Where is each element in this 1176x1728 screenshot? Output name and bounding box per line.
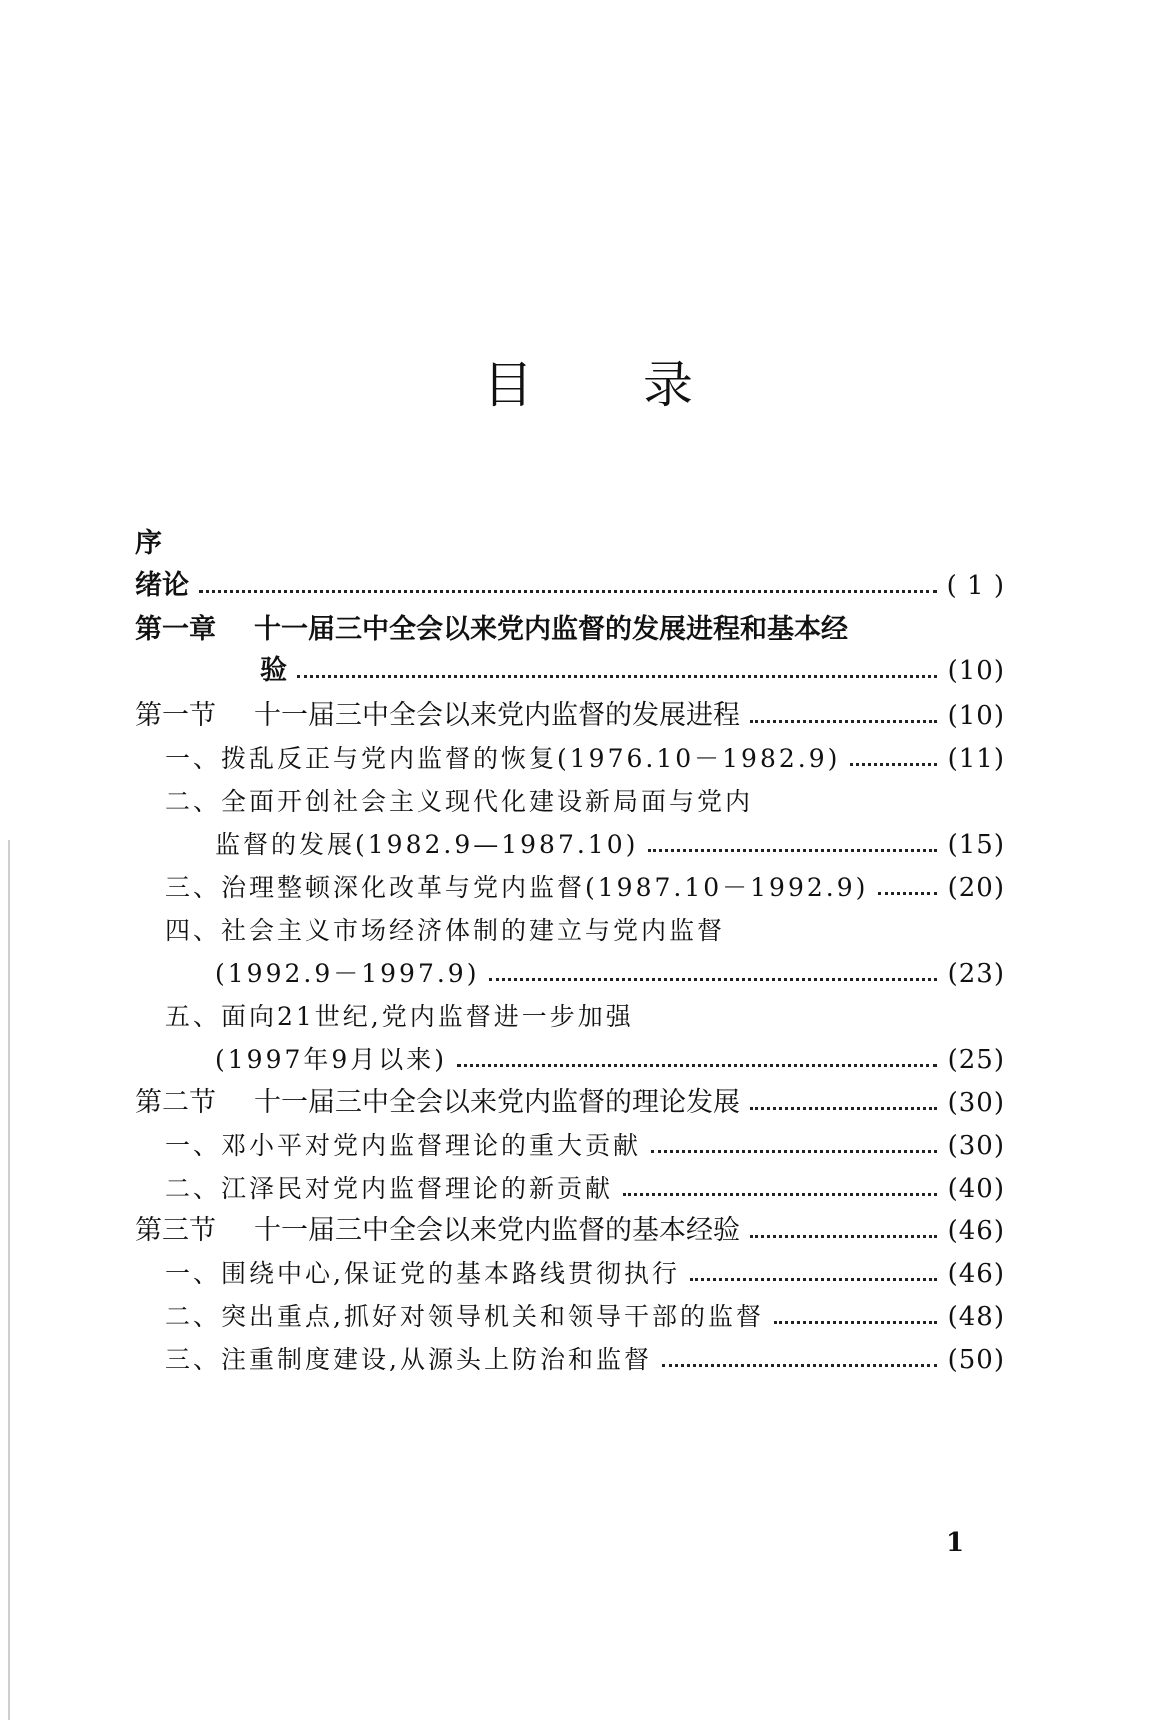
toc-entry-chapter-1[interactable] [135, 611, 1005, 649]
dot-leader [750, 720, 937, 723]
dot-leader [850, 763, 937, 766]
toc-page: (50) [947, 1345, 1005, 1375]
toc-page: (48) [947, 1302, 1005, 1332]
toc-label: 二、突出重点,抓好对领导机关和领导干部的监督 [165, 1302, 764, 1331]
toc-entry-1-4-cont[interactable] [135, 955, 1005, 993]
dot-leader [648, 849, 937, 852]
toc-label: 二、江泽民对党内监督理论的新贡献 [165, 1174, 614, 1203]
toc-section-title: 十一届三中全会以来党内监督的基本经验 [254, 1215, 740, 1246]
toc-label: 验 [260, 655, 287, 686]
toc-entry-3-3[interactable] [135, 1341, 1005, 1379]
toc-page: (30) [947, 1131, 1005, 1161]
dot-leader [457, 1064, 937, 1067]
dot-leader [690, 1278, 937, 1281]
toc-entry-1-1[interactable] [135, 740, 1005, 778]
toc-entry-1-4[interactable] [135, 912, 1005, 950]
toc-page: (15) [947, 830, 1005, 860]
toc-entry-1-5-cont[interactable] [135, 1041, 1005, 1079]
toc-entry-section-3[interactable] [135, 1212, 1005, 1250]
toc-entry-section-1[interactable] [135, 697, 1005, 735]
toc-page: ( 1 ) [946, 571, 1005, 601]
toc-label: 监督的发展(1982.9—1987.10) [215, 830, 639, 859]
toc-entry-1-5[interactable] [135, 998, 1005, 1036]
toc-label: 二、全面开创社会主义现代化建设新局面与党内 [165, 787, 754, 816]
toc-label: (1997年9月以来) [215, 1045, 448, 1074]
toc-section-number: 第一节 [135, 700, 216, 731]
toc-section-title: 十一届三中全会以来党内监督的发展进程 [254, 700, 740, 731]
scan-edge-line [8, 840, 10, 1720]
toc-label: 一、围绕中心,保证党的基本路线贯彻执行 [165, 1259, 680, 1288]
toc-page: (25) [947, 1045, 1005, 1075]
dot-leader [774, 1321, 937, 1324]
toc-entry-3-2[interactable] [135, 1298, 1005, 1336]
toc-page: (11) [947, 744, 1005, 774]
toc-page: (46) [947, 1259, 1005, 1289]
dot-leader [662, 1364, 937, 1367]
toc-entry-3-1[interactable] [135, 1255, 1005, 1293]
toc-entry-2-1[interactable] [135, 1127, 1005, 1165]
toc-label: (1992.9－1997.9) [215, 959, 480, 988]
toc-page: (30) [947, 1088, 1005, 1118]
dot-leader [297, 675, 937, 678]
toc-section-title: 十一届三中全会以来党内监督的理论发展 [254, 1087, 740, 1118]
toc-label: 绪论 [135, 570, 189, 601]
toc-section-number: 第二节 [135, 1087, 216, 1118]
toc-page: (23) [947, 959, 1005, 989]
toc-label: 一、拨乱反正与党内监督的恢复(1976.10－1982.9) [165, 744, 841, 773]
toc-label: 四、社会主义市场经济体制的建立与党内监督 [165, 916, 726, 945]
toc-entry-intro[interactable] [135, 567, 1005, 605]
toc-page: (40) [947, 1174, 1005, 1204]
toc-page: (20) [947, 873, 1005, 903]
toc-label: 序 [135, 528, 162, 559]
toc-label: 一、邓小平对党内监督理论的重大贡献 [165, 1131, 642, 1160]
dot-leader [489, 978, 937, 981]
page-number: 1 [946, 1528, 965, 1558]
toc-entry-2-2[interactable] [135, 1170, 1005, 1208]
toc-entry-preface[interactable] [135, 525, 1005, 563]
dot-leader [623, 1193, 937, 1196]
toc-label: 三、治理整顿深化改革与党内监督(1987.10－1992.9) [165, 873, 869, 902]
toc-page: (10) [947, 701, 1005, 731]
dot-leader [199, 590, 937, 593]
toc-chapter-number: 第一章 [135, 614, 216, 645]
toc-chapter-title: 十一届三中全会以来党内监督的发展进程和基本经 [254, 614, 848, 645]
toc-entry-section-2[interactable] [135, 1084, 1005, 1122]
toc-label: 五、面向21世纪,党内监督进一步加强 [165, 1002, 634, 1031]
dot-leader [878, 892, 937, 895]
dot-leader [651, 1150, 937, 1153]
toc-page: (46) [947, 1216, 1005, 1246]
toc-label: 三、注重制度建设,从源头上防治和监督 [165, 1345, 652, 1374]
toc-section-number: 第三节 [135, 1215, 216, 1246]
dot-leader [750, 1107, 937, 1110]
toc-entry-1-2[interactable] [135, 783, 1005, 821]
toc-entry-chapter-1-cont[interactable] [135, 652, 1005, 690]
toc-page: (10) [947, 656, 1005, 686]
page-title: 目录 [483, 356, 803, 414]
dot-leader [750, 1235, 937, 1238]
toc-entry-1-2-cont[interactable] [135, 826, 1005, 864]
toc-entry-1-3[interactable] [135, 869, 1005, 907]
